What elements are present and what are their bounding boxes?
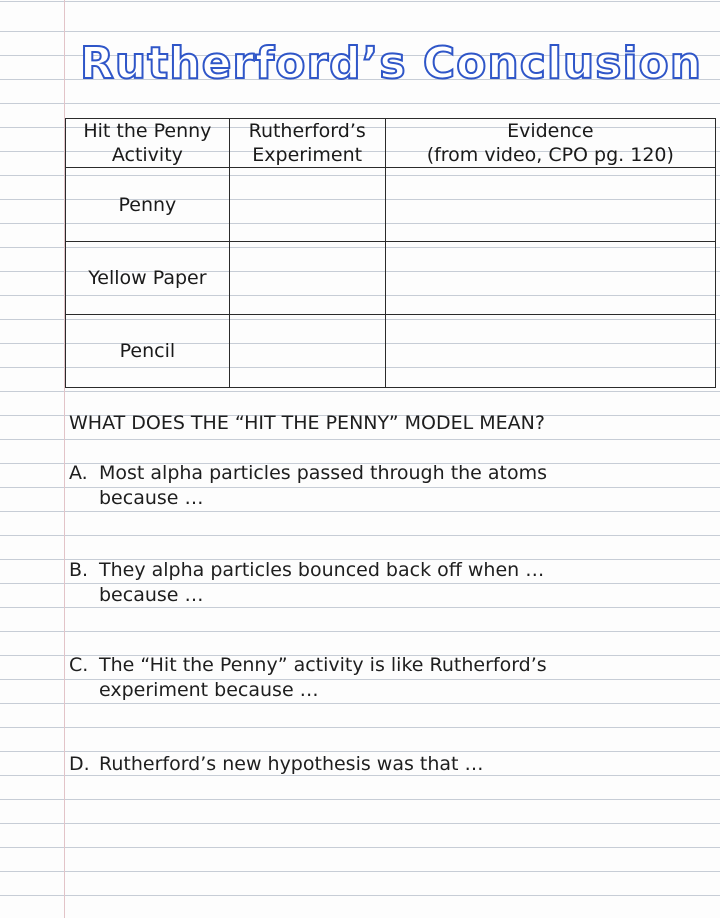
header-line: Rutherford’s — [248, 120, 366, 142]
question-continuation: because … — [99, 584, 204, 606]
table-row — [66, 315, 716, 388]
header-hit-the-penny — [66, 119, 230, 168]
header-rutherfords-experiment — [229, 119, 385, 168]
question-text: Most alpha particles passed through the atoms — [99, 462, 548, 484]
question-c — [69, 653, 547, 703]
question-text: They alpha particles bounced back off when … — [99, 559, 545, 581]
question-text: Rutherford’s new hypothesis was that … — [99, 753, 484, 775]
blank-cell — [229, 315, 385, 388]
worksheet-title: Rutherford’s Conclusion — [80, 38, 703, 89]
row-label-yellow-paper: Yellow Paper — [66, 242, 230, 315]
question-d — [69, 752, 484, 777]
question-text: The “Hit the Penny” activity is like Rutherford’s — [99, 654, 547, 676]
table-row — [66, 242, 716, 315]
question-letter: A. — [69, 462, 88, 484]
comparison-table — [65, 118, 716, 388]
header-line: (from video, CPO pg. 120) — [426, 144, 674, 166]
table-row — [66, 168, 716, 242]
question-letter: B. — [69, 559, 89, 581]
header-line: Activity — [111, 144, 183, 166]
question-letter: C. — [69, 654, 89, 676]
header-line: Evidence — [507, 120, 594, 142]
header-line: Hit the Penny — [83, 120, 212, 142]
question-continuation: because … — [99, 487, 204, 509]
question-letter: D. — [69, 753, 90, 775]
blank-cell — [229, 242, 385, 315]
table-header-row — [66, 119, 716, 168]
row-label-penny: Penny — [66, 168, 230, 242]
blank-cell — [385, 168, 715, 242]
header-evidence — [385, 119, 715, 168]
section-heading: WHAT DOES THE “HIT THE PENNY” MODEL MEAN? — [69, 412, 545, 434]
question-continuation: experiment because … — [99, 679, 319, 701]
row-label-pencil: Pencil — [66, 315, 230, 388]
blank-cell — [385, 315, 715, 388]
blank-cell — [385, 242, 715, 315]
blank-cell — [229, 168, 385, 242]
question-b — [69, 558, 544, 608]
question-a — [69, 461, 547, 511]
header-line: Experiment — [252, 144, 363, 166]
